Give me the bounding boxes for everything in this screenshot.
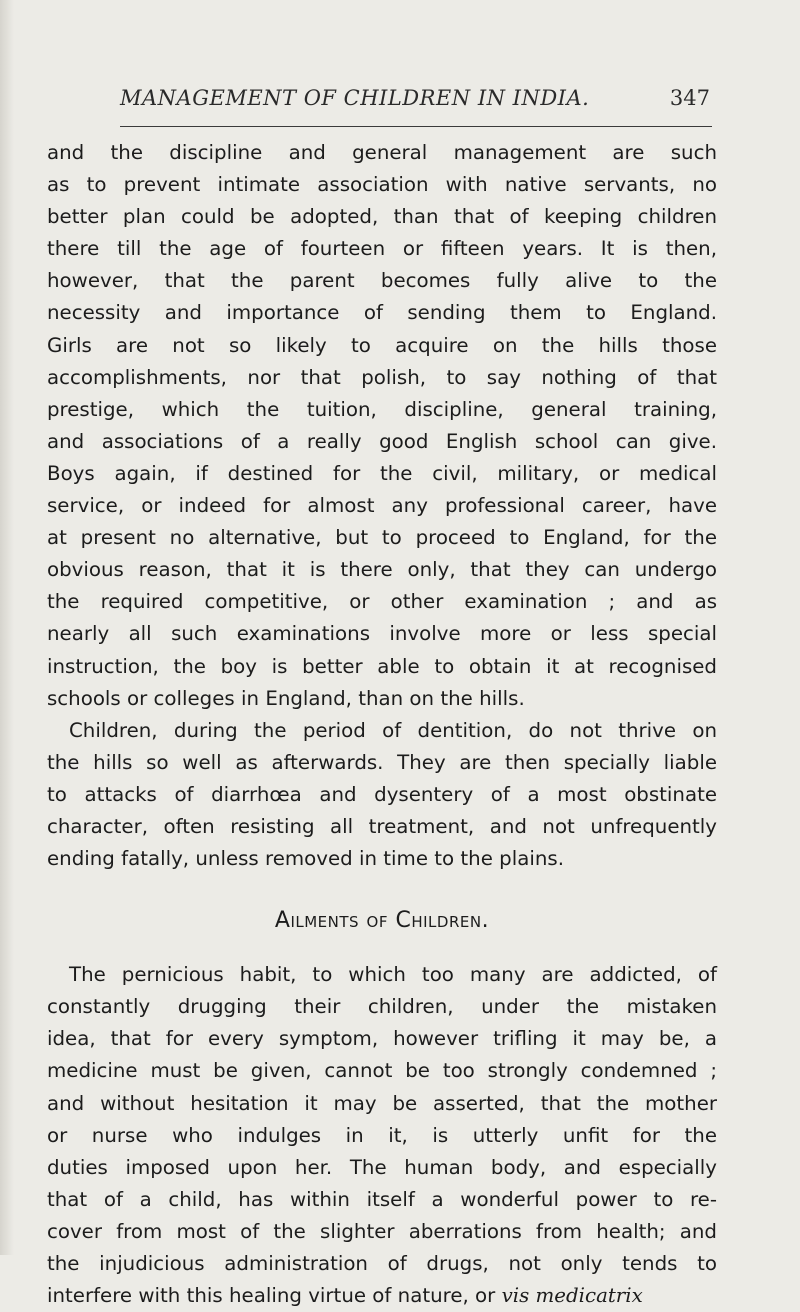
text-line: the required competitive, or other examination ; and as [47,590,717,614]
text-line: The pernicious habit, to which too many are addicted, of [69,963,717,987]
text-line-start: interfere with this healing virtue of nature, or [47,1284,502,1308]
text-line: as to prevent intimate association with native servants, no [47,173,717,197]
text-line: medicine must be given, cannot be too strongly condemned ; [47,1059,717,1083]
text-line: there till the age of fourteen or fifteen years. It is then, [47,237,717,261]
running-header [120,86,710,126]
paragraph-1 [47,137,717,715]
text-line: necessity and importance of sending them to England. [47,301,717,325]
text-line: the injudicious administration of drugs, not only tends to [47,1252,717,1275]
text-line: obvious reason, that it is there only, that they can undergo [47,558,717,582]
text-line: ending fatally, unless removed in time to the plains. [47,847,564,871]
text-line: constantly drugging their children, under the mistaken [47,995,717,1019]
text-line: Girls are not so likely to acquire on the hills those [47,333,717,357]
text-line: cover from most of the slighter aberrations from health; and [47,1219,717,1243]
text-line-last [47,1280,717,1312]
paragraph-3 [47,959,717,1312]
text-line: better plan could be adopted, than that of keeping children [47,205,717,229]
section-spacer [47,875,717,883]
header-rule [120,126,712,127]
text-line: Boys again, if destined for the civil, military, or medical [47,461,717,485]
text-line: accomplishments, nor that polish, to say nothing of that [47,365,717,389]
text-line: and the discipline and general management are such [47,141,717,164]
text-line: idea, that for every symptom, however trifling it may be, a [47,1027,717,1051]
text-line: however, that the parent becomes fully alive to the [47,269,717,293]
text-line: at present no alternative, but to proceed to England, for the [47,526,717,550]
page-number: 347 [669,86,710,110]
text-line: Children, during the period of dentition, do not thrive on [69,718,717,742]
text-line: service, or indeed for almost any professional career, have [47,494,717,518]
text-line: and associations of a really good English school can give. [47,429,717,453]
text-line: the hills so well as afterwards. They are then specially liable [47,750,717,774]
text-line: that of a child, has within itself a wonderful power to re- [47,1187,717,1211]
text-line: and without hesitation it may be asserted, that the mother [47,1091,717,1115]
text-line: duties imposed upon her. The human body, and especially [47,1155,717,1179]
page-edge-shadow [0,0,14,1255]
text-line: prestige, which the tuition, discipline, general training, [47,397,717,421]
text-line: instruction, the boy is better able to obtain it at recognised [47,654,717,678]
page-body [47,137,717,1312]
text-line: schools or colleges in England, than on the hills. [47,686,525,710]
text-line: or nurse who indulges in it, is utterly unfit for the [47,1123,717,1147]
running-title: MANAGEMENT OF CHILDREN IN INDIA. [120,86,590,110]
text-line: nearly all such examinations involve more or less special [47,622,717,646]
text-line: character, often resisting all treatment, and not unfrequently [47,814,717,838]
paragraph-2 [47,715,717,875]
text-line: to attacks of diarrhœa and dysentery of a most obstinate [47,782,717,806]
italic-phrase: vis medicatrix [501,1284,643,1308]
section-heading: Ailments of Children. [274,908,490,934]
